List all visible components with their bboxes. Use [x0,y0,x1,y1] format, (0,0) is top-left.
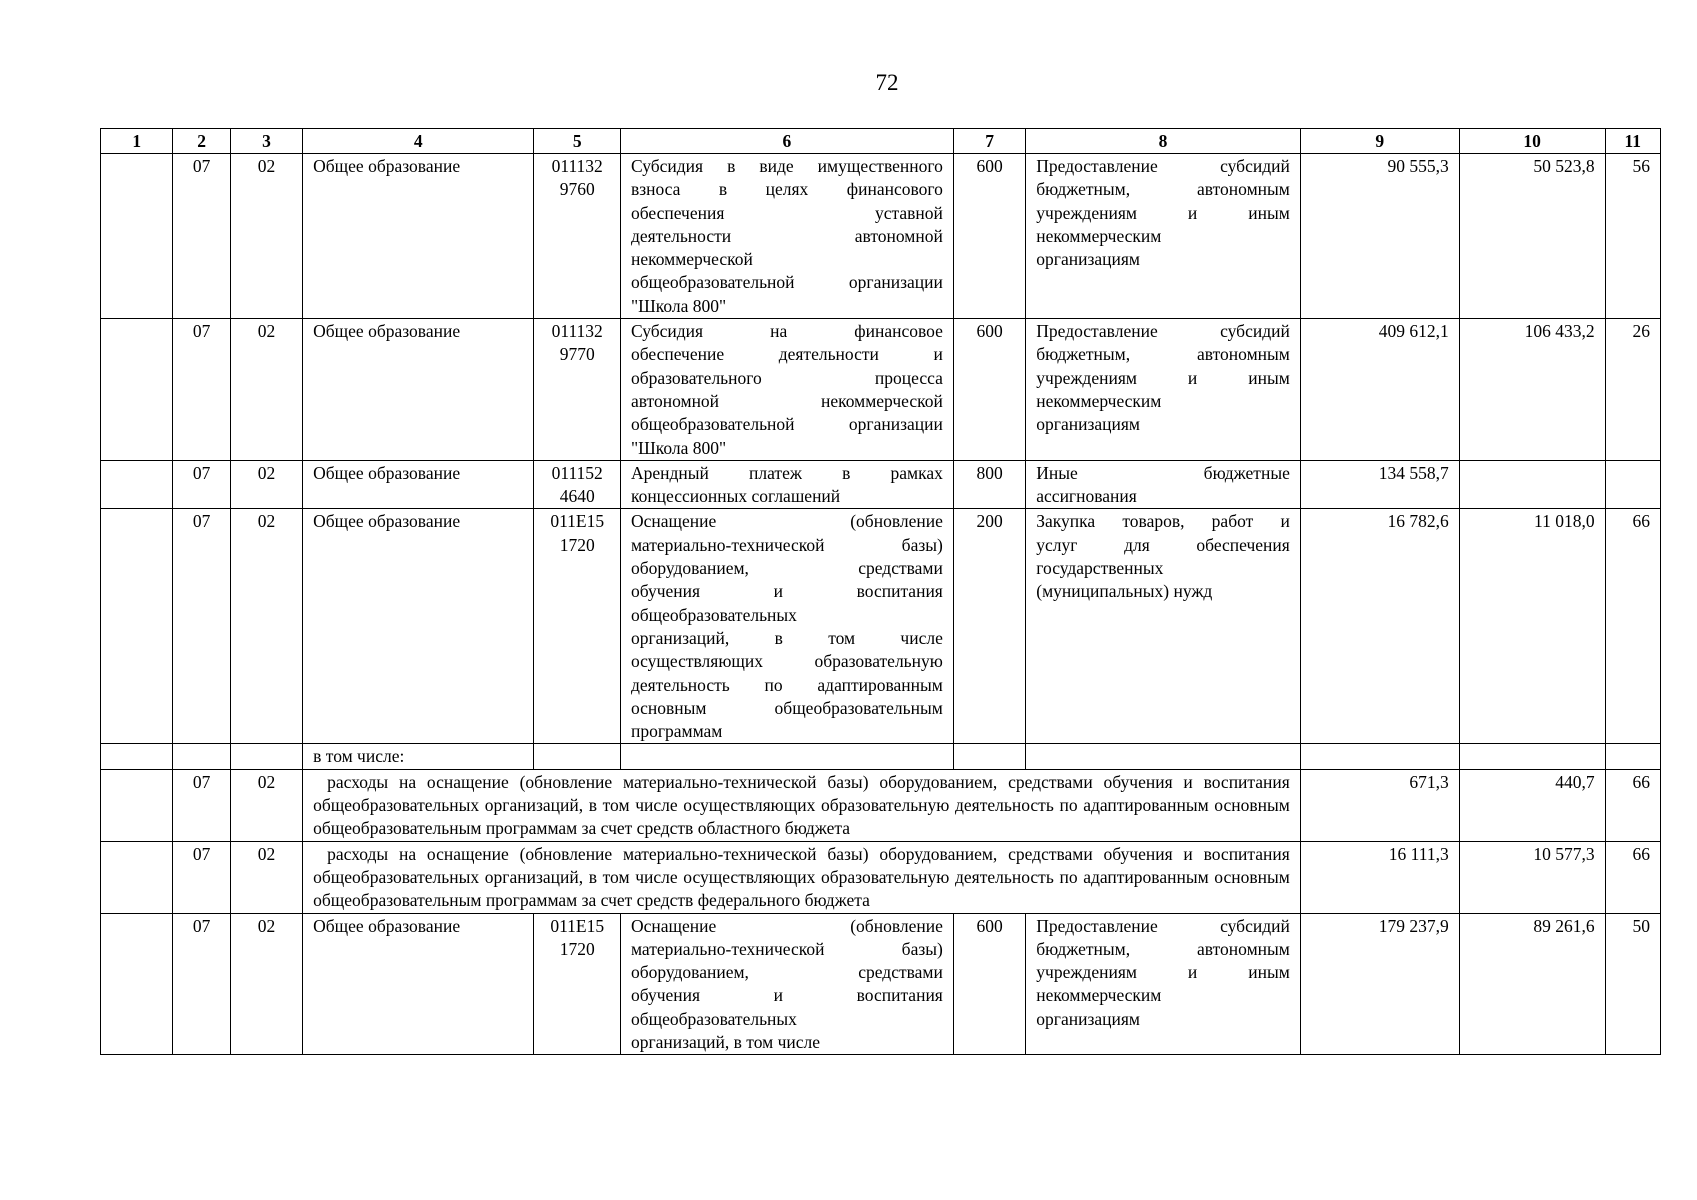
column-header: 9 [1300,129,1459,154]
expense-type-name-cell [1026,913,1301,1055]
table-row [101,154,1661,319]
column-header: 10 [1459,129,1605,154]
expense-description-wide-cell: расходы на оснащение (обновление материально-технической базы) оборудованием, средствами обучения и воспитания общеобразовательных организаций, в том числе осуществляющих образовательную деятельность по адаптированным основным общеобразовательным программам за счет средств областного бюджета [303,769,1301,841]
table-row [101,913,1661,1055]
amount-fact-cell: 106 433,2 [1459,319,1605,461]
section-code-cell: 07 [173,319,230,461]
text-line: 1720 [559,938,595,959]
text-line: учреждениям и иным [1036,367,1290,388]
table-row [101,460,1661,509]
amount-plan-cell: 16 111,3 [1300,841,1459,913]
empty-cell [1026,744,1301,769]
text-line: 011E15 [550,511,605,532]
text-line: государственных [1036,558,1164,579]
text-line: некоммерческим [1036,225,1162,246]
percent-cell: 26 [1605,319,1660,461]
expense-type-code-cell: 200 [953,509,1025,744]
section-code-cell: 07 [173,460,230,509]
target-article-cell [534,460,620,509]
text-line: 4640 [559,486,595,507]
amount-fact-cell: 11 018,0 [1459,509,1605,744]
amount-fact-cell: 50 523,8 [1459,154,1605,319]
target-article-cell [534,154,620,319]
text-line: общеобразовательной организации [630,414,943,435]
text-line: некоммерческим [1036,390,1162,411]
expense-description-cell [620,913,953,1055]
section-code-cell: 07 [173,509,230,744]
empty-cell [953,744,1025,769]
subsection-code-cell: 02 [230,154,302,319]
expense-description-cell [620,509,953,744]
expense-type-name-cell [1026,460,1301,509]
empty-cell [230,744,302,769]
column-header: 7 [953,129,1025,154]
amount-plan-cell: 409 612,1 [1300,319,1459,461]
col-1-cell [101,769,173,841]
section-name-cell: Общее образование [303,319,534,461]
text-line: организациям [1036,249,1140,270]
text-line: (муниципальных) нужд [1036,581,1213,602]
column-header: 1 [101,129,173,154]
text-line: материально-технической базы) [630,938,943,959]
col-1-cell [101,509,173,744]
section-name-cell: Общее образование [303,460,534,509]
text-line: организациям [1036,414,1140,435]
column-header: 2 [173,129,230,154]
column-header: 3 [230,129,302,154]
text-line: Оснащение (обновление [630,511,943,532]
expense-type-code-cell: 800 [953,460,1025,509]
expense-description-cell [620,460,953,509]
text-line: "Школа 800" [630,295,727,316]
text-line: 011132 [551,321,603,342]
text-line: Арендный платеж в рамках [630,462,943,483]
text-line: организаций, в том числе [630,1031,821,1052]
text-line: учреждениям и иным [1036,202,1290,223]
text-line: взноса в целях финансового [630,179,943,200]
text-line: Иные бюджетные [1036,462,1290,483]
table-row [101,509,1661,744]
including-label: в том числе: [303,744,534,769]
text-line: общеобразовательных [630,604,797,625]
percent-cell: 66 [1605,509,1660,744]
text-line: организациям [1036,1008,1140,1029]
percent-cell: 50 [1605,913,1660,1055]
col-1-cell [101,319,173,461]
section-code-cell: 07 [173,154,230,319]
expense-type-name-cell [1026,319,1301,461]
subsection-code-cell: 02 [230,509,302,744]
text-line: Предоставление субсидий [1036,156,1290,176]
text-line: организаций, в том числе [630,627,943,648]
expense-description-cell [620,154,953,319]
text-line: обеспечения уставной [630,202,943,223]
table-row [101,319,1661,461]
text-line: материально-технической базы) [630,534,943,555]
empty-cell [1459,744,1605,769]
column-header: 4 [303,129,534,154]
text-line: оборудованием, средствами [630,962,943,983]
text-line: некоммерческой [630,249,753,270]
expense-description-wide-cell: расходы на оснащение (обновление материально-технической базы) оборудованием, средствами обучения и воспитания общеобразовательных организаций, в том числе осуществляющих образовательную деятельность по адаптированным основным общеобразовательным программам за счет средств федерального бюджета [303,841,1301,913]
text-line: программам [630,721,723,742]
amount-fact-cell: 10 577,3 [1459,841,1605,913]
amount-plan-cell: 90 555,3 [1300,154,1459,319]
subsection-code-cell: 02 [230,319,302,461]
column-header: 6 [620,129,953,154]
text-line: ассигнования [1036,486,1137,507]
text-line: Закупка товаров, работ и [1036,511,1290,532]
text-line: Субсидия на финансовое [630,321,943,342]
text-line: обеспечение деятельности и [630,344,943,365]
text-line: основным общеобразовательным [630,697,943,718]
col-1-cell [101,460,173,509]
text-line: учреждениям и иным [1036,962,1290,983]
percent-cell: 66 [1605,769,1660,841]
text-line: "Школа 800" [630,437,727,458]
empty-cell [101,744,173,769]
text-line: обучения и воспитания [630,985,943,1006]
column-header: 11 [1605,129,1660,154]
section-code-cell: 07 [173,913,230,1055]
empty-cell [1605,744,1660,769]
text-line: некоммерческим [1036,985,1162,1006]
empty-cell [534,744,620,769]
expense-type-name-cell [1026,154,1301,319]
amount-plan-cell: 179 237,9 [1300,913,1459,1055]
text-line: 9770 [559,344,595,365]
text-line: образовательного процесса [630,367,943,388]
expense-type-code-cell: 600 [953,913,1025,1055]
subsection-code-cell: 02 [230,913,302,1055]
empty-cell [620,744,953,769]
col-1-cell [101,154,173,319]
subsection-code-cell: 02 [230,769,302,841]
expense-type-code-cell: 600 [953,154,1025,319]
text-line: осуществляющих образовательную [630,651,943,672]
empty-cell [173,744,230,769]
target-article-cell [534,913,620,1055]
expense-type-name-cell [1026,509,1301,744]
amount-fact-cell [1459,460,1605,509]
sub-row [101,769,1661,841]
text-line: обучения и воспитания [630,581,943,602]
text-line: общеобразовательных [630,1008,797,1029]
col-1-cell [101,913,173,1055]
section-code-cell: 07 [173,769,230,841]
column-header: 5 [534,129,620,154]
section-name-cell: Общее образование [303,913,534,1055]
text-line: 011132 [551,156,603,176]
text-line: оборудованием, средствами [630,558,943,579]
text-line: 9760 [559,179,595,200]
percent-cell [1605,460,1660,509]
text-line: 011152 [551,462,603,483]
target-article-cell [534,509,620,744]
budget-table [100,128,1661,1055]
subsection-code-cell: 02 [230,460,302,509]
text-line: Предоставление субсидий [1036,915,1290,936]
amount-plan-cell: 671,3 [1300,769,1459,841]
amount-plan-cell: 16 782,6 [1300,509,1459,744]
text-line: общеобразовательной организации [630,272,943,293]
text-line: Субсидия в виде имущественного [630,156,943,176]
header-row [101,129,1661,154]
text-line: бюджетным, автономным [1036,938,1290,959]
text-line: услуг для обеспечения [1036,534,1290,555]
target-article-cell [534,319,620,461]
section-name-cell: Общее образование [303,154,534,319]
text-line: 1720 [559,534,595,555]
sub-row [101,841,1661,913]
text-line: деятельность по адаптированным [630,674,943,695]
page-number: 72 [875,70,899,95]
col-1-cell [101,841,173,913]
percent-cell: 56 [1605,154,1660,319]
text-line: Предоставление субсидий [1036,321,1290,342]
text-line: Оснащение (обновление [630,915,943,936]
expense-type-code-cell: 600 [953,319,1025,461]
text-line: бюджетным, автономным [1036,179,1290,200]
empty-cell [1300,744,1459,769]
text-line: деятельности автономной [630,225,943,246]
including-row [101,744,1661,769]
column-header: 8 [1026,129,1301,154]
amount-plan-cell: 134 558,7 [1300,460,1459,509]
amount-fact-cell: 440,7 [1459,769,1605,841]
subsection-code-cell: 02 [230,841,302,913]
text-line: 011E15 [550,915,605,936]
text-line: автономной некоммерческой [630,390,943,411]
section-code-cell: 07 [173,841,230,913]
percent-cell: 66 [1605,841,1660,913]
text-line: бюджетным, автономным [1036,344,1290,365]
amount-fact-cell: 89 261,6 [1459,913,1605,1055]
section-name-cell: Общее образование [303,509,534,744]
text-line: концессионных соглашений [630,486,841,507]
expense-description-cell [620,319,953,461]
